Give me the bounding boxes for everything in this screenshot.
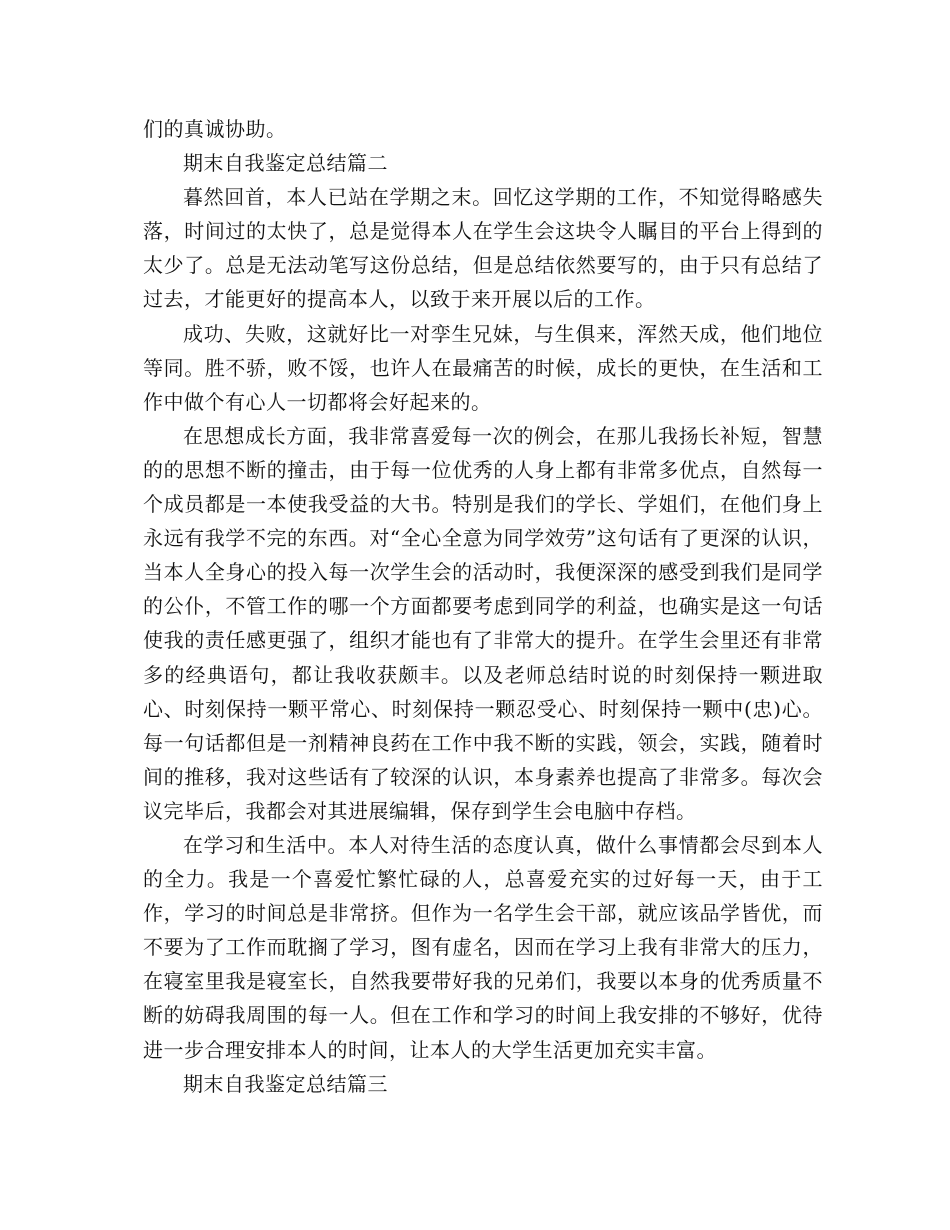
paragraph-continuation: 们的真诚协助。 [143, 117, 287, 141]
paragraph-study-life: 在学习和生活中。本人对待生活的态度认真，做什么事情都会尽到本人的全力。我是一个喜爱忙繁忙碌的人，总喜爱充实的过好每一天，由于工作，学习的时间总是非常挤。但作为一名学生会干部，就应该品学皆优，而不要为了工作而耽搁了学习，图有虚名，因而在学习上我有非常大的压力，在寝室里我是寝室长，自然我要带好我的兄弟们，我要以本身的优秀质量不断的妨碍我周围的每一人。但在工作和学习的时间上我安排的不够好，优待进一步合理安排本人的时间，让本人的大学生活更加充实丰富。 [143, 832, 823, 1062]
paragraph-thought-growth: 在思想成长方面，我非常喜爱每一次的例会，在那儿我扬长补短，智慧的的思想不断的撞击，由于每一位优秀的人身上都有非常多优点，自然每一个成员都是一本使我受益的大书。特别是我们的学长、学姐们，在他们身上永远有我学不完的东西。对“全心全意为同学效劳”这句话有了更深的认识，当本人全身心的投入每一次学生会的活动时，我便深深的感受到我们是同学的公仆，不管工作的哪一个方面都要考虑到同学的利益，也确实是这一句话使我的责任感更强了，组织才能也有了非常大的提升。在学生会里还有非常多的经典语句，都让我收获颇丰。以及老师总结时说的时刻保持一颗进取心、时刻保持一颗平常心、时刻保持一颗忍受心、时刻保持一颗中(忠)心。每一句话都但是一剂精神良药在工作中我不断的实践，领会，实践，随着时间的推移，我对这些话有了较深的认识，本身素养也提高了非常多。每次会议完毕后，我都会对其进展编辑，保存到学生会电脑中存档。 [143, 423, 823, 823]
section-heading-2: 期末自我鉴定总结篇二 [183, 151, 388, 176]
document-body [143, 112, 823, 1101]
paragraph-success-failure: 成功、失败，这就好比一对孪生兄妹，与生俱来，浑然天成，他们地位等同。胜不骄，败不馁，也许人在最痛苦的时候，成长的更快，在生活和工作中做个有心人一切都将会好起来的。 [143, 321, 823, 414]
section-heading-3: 期末自我鉴定总结篇三 [183, 1071, 388, 1096]
paragraph-reflection: 暮然回首，本人已站在学期之末。回忆这学期的工作，不知觉得略感失落，时间过的太快了，总是觉得本人在学生会这块令人瞩目的平台上得到的太少了。总是无法动笔写这份总结，但是总结依然要写的，由于只有总结了过去，才能更好的提高本人，以致于来开展以后的工作。 [143, 185, 823, 312]
